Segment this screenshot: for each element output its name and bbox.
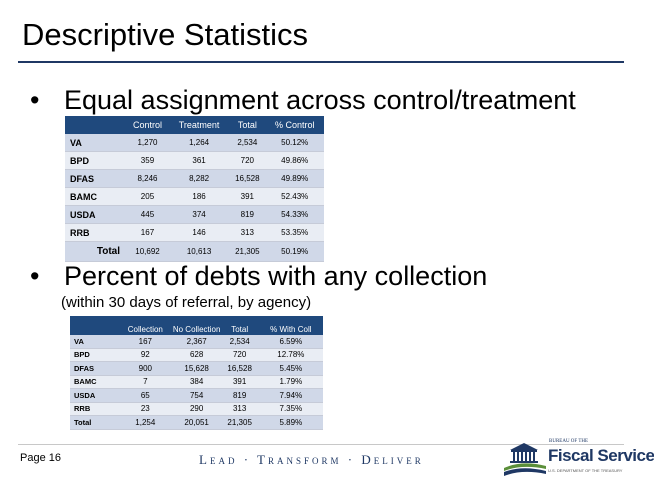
pct-control-cell: 50.19% — [265, 242, 324, 262]
no-collection-cell: 384 — [173, 375, 221, 389]
treatment-cell: 186 — [169, 188, 229, 206]
collection-cell: 1,254 — [118, 416, 173, 430]
total-cell: 313 — [229, 224, 265, 242]
logo-dept-text: U.S. DEPARTMENT OF THE TREASURY — [548, 468, 623, 473]
bullet-subnote: (within 30 days of referral, by agency) — [61, 294, 312, 311]
agency-cell: Total — [65, 242, 126, 262]
pct-control-cell: 49.89% — [265, 170, 324, 188]
pct-control-cell: 54.33% — [265, 206, 324, 224]
agency-cell: BPD — [65, 152, 126, 170]
total-row — [65, 242, 324, 262]
header-cell: Treatment — [169, 116, 229, 134]
agency-cell: VA — [70, 335, 118, 348]
treatment-cell: 374 — [169, 206, 229, 224]
control-cell: 10,692 — [126, 242, 169, 262]
table-row — [65, 152, 324, 170]
pct-control-cell: 50.12% — [265, 134, 324, 152]
bullet-collection — [30, 260, 487, 292]
logo-name-text: Fiscal Service — [548, 446, 654, 465]
total-cell: 2,534 — [229, 134, 265, 152]
pct-with-coll-cell: 5.89% — [259, 416, 323, 430]
bullet-text: Percent of debts with any collection — [64, 261, 488, 291]
table-row — [65, 188, 324, 206]
treatment-cell: 146 — [169, 224, 229, 242]
header-cell — [65, 116, 126, 134]
no-collection-cell: 628 — [173, 348, 221, 362]
agency-cell: USDA — [70, 389, 118, 403]
treatment-cell: 10,613 — [169, 242, 229, 262]
fiscal-service-logo — [502, 438, 654, 478]
total-cell: 720 — [221, 348, 259, 362]
total-cell: 391 — [221, 375, 259, 389]
total-cell: 21,305 — [221, 416, 259, 430]
bullet-text: Equal assignment across control/treatment — [64, 85, 576, 115]
total-cell: 2,534 — [221, 335, 259, 348]
header-cell: Total — [229, 116, 265, 134]
no-collection-cell: 290 — [173, 402, 221, 416]
collection-table — [70, 316, 323, 430]
collection-cell: 900 — [118, 362, 173, 376]
no-collection-cell: 754 — [173, 389, 221, 403]
header-cell: % With Coll — [259, 316, 323, 335]
pct-with-coll-cell: 5.45% — [259, 362, 323, 376]
agency-cell: RRB — [65, 224, 126, 242]
bullet-equal-assignment — [30, 84, 576, 116]
collection-cell: 65 — [118, 389, 173, 403]
pct-with-coll-cell: 12.78% — [259, 348, 323, 362]
pct-with-coll-cell: 6.59% — [259, 335, 323, 348]
agency-cell: DFAS — [65, 170, 126, 188]
table-row — [70, 402, 323, 416]
collection-cell: 167 — [118, 335, 173, 348]
table-row — [65, 134, 324, 152]
treatment-cell: 1,264 — [169, 134, 229, 152]
header-cell: Total — [221, 316, 259, 335]
control-cell: 167 — [126, 224, 169, 242]
pct-with-coll-cell: 7.35% — [259, 402, 323, 416]
total-cell: 391 — [229, 188, 265, 206]
agency-cell: USDA — [65, 206, 126, 224]
pct-control-cell: 52.43% — [265, 188, 324, 206]
collection-cell: 7 — [118, 375, 173, 389]
title-divider — [18, 61, 624, 63]
table-row — [70, 389, 323, 403]
agency-cell: BAMC — [70, 375, 118, 389]
total-cell: 16,528 — [221, 362, 259, 376]
bullet-marker: • — [30, 85, 40, 115]
total-cell: 16,528 — [229, 170, 265, 188]
pct-control-cell: 49.86% — [265, 152, 324, 170]
header-cell: Collection — [118, 316, 173, 335]
treatment-cell: 361 — [169, 152, 229, 170]
header-cell: Control — [126, 116, 169, 134]
total-cell: 819 — [229, 206, 265, 224]
table-row — [70, 375, 323, 389]
footer-tagline: Lead · Transform · Deliver — [199, 452, 424, 467]
table-row — [70, 348, 323, 362]
total-cell: 819 — [221, 389, 259, 403]
table-row — [70, 362, 323, 376]
no-collection-cell: 15,628 — [173, 362, 221, 376]
pct-control-cell: 53.35% — [265, 224, 324, 242]
table-row — [65, 224, 324, 242]
agency-cell: RRB — [70, 402, 118, 416]
agency-cell: VA — [65, 134, 126, 152]
control-cell: 205 — [126, 188, 169, 206]
page-number: Page 16 — [20, 452, 61, 464]
logo-bureau-text: BUREAU OF THE — [549, 439, 589, 444]
slide-title: Descriptive Statistics — [22, 17, 308, 52]
pct-with-coll-cell: 7.94% — [259, 389, 323, 403]
collection-cell: 23 — [118, 402, 173, 416]
assignment-table — [65, 116, 324, 262]
control-cell: 445 — [126, 206, 169, 224]
table-row — [70, 335, 323, 348]
pct-with-coll-cell: 1.79% — [259, 375, 323, 389]
total-row — [70, 416, 323, 430]
total-cell: 720 — [229, 152, 265, 170]
treatment-cell: 8,282 — [169, 170, 229, 188]
treasury-building-icon — [502, 438, 546, 478]
total-cell: 21,305 — [229, 242, 265, 262]
table-row — [65, 170, 324, 188]
total-cell: 313 — [221, 402, 259, 416]
control-cell: 1,270 — [126, 134, 169, 152]
control-cell: 8,246 — [126, 170, 169, 188]
bullet-marker: • — [30, 261, 40, 291]
header-cell — [70, 316, 118, 335]
table-row — [65, 206, 324, 224]
no-collection-cell: 2,367 — [173, 335, 221, 348]
agency-cell: Total — [70, 416, 118, 430]
header-cell: % Control — [265, 116, 324, 134]
control-cell: 359 — [126, 152, 169, 170]
agency-cell: BAMC — [65, 188, 126, 206]
collection-cell: 92 — [118, 348, 173, 362]
no-collection-cell: 20,051 — [173, 416, 221, 430]
collection-header-row — [70, 316, 323, 335]
assignment-header-row — [65, 116, 324, 134]
agency-cell: DFAS — [70, 362, 118, 376]
agency-cell: BPD — [70, 348, 118, 362]
header-cell: No Collection — [173, 316, 221, 335]
